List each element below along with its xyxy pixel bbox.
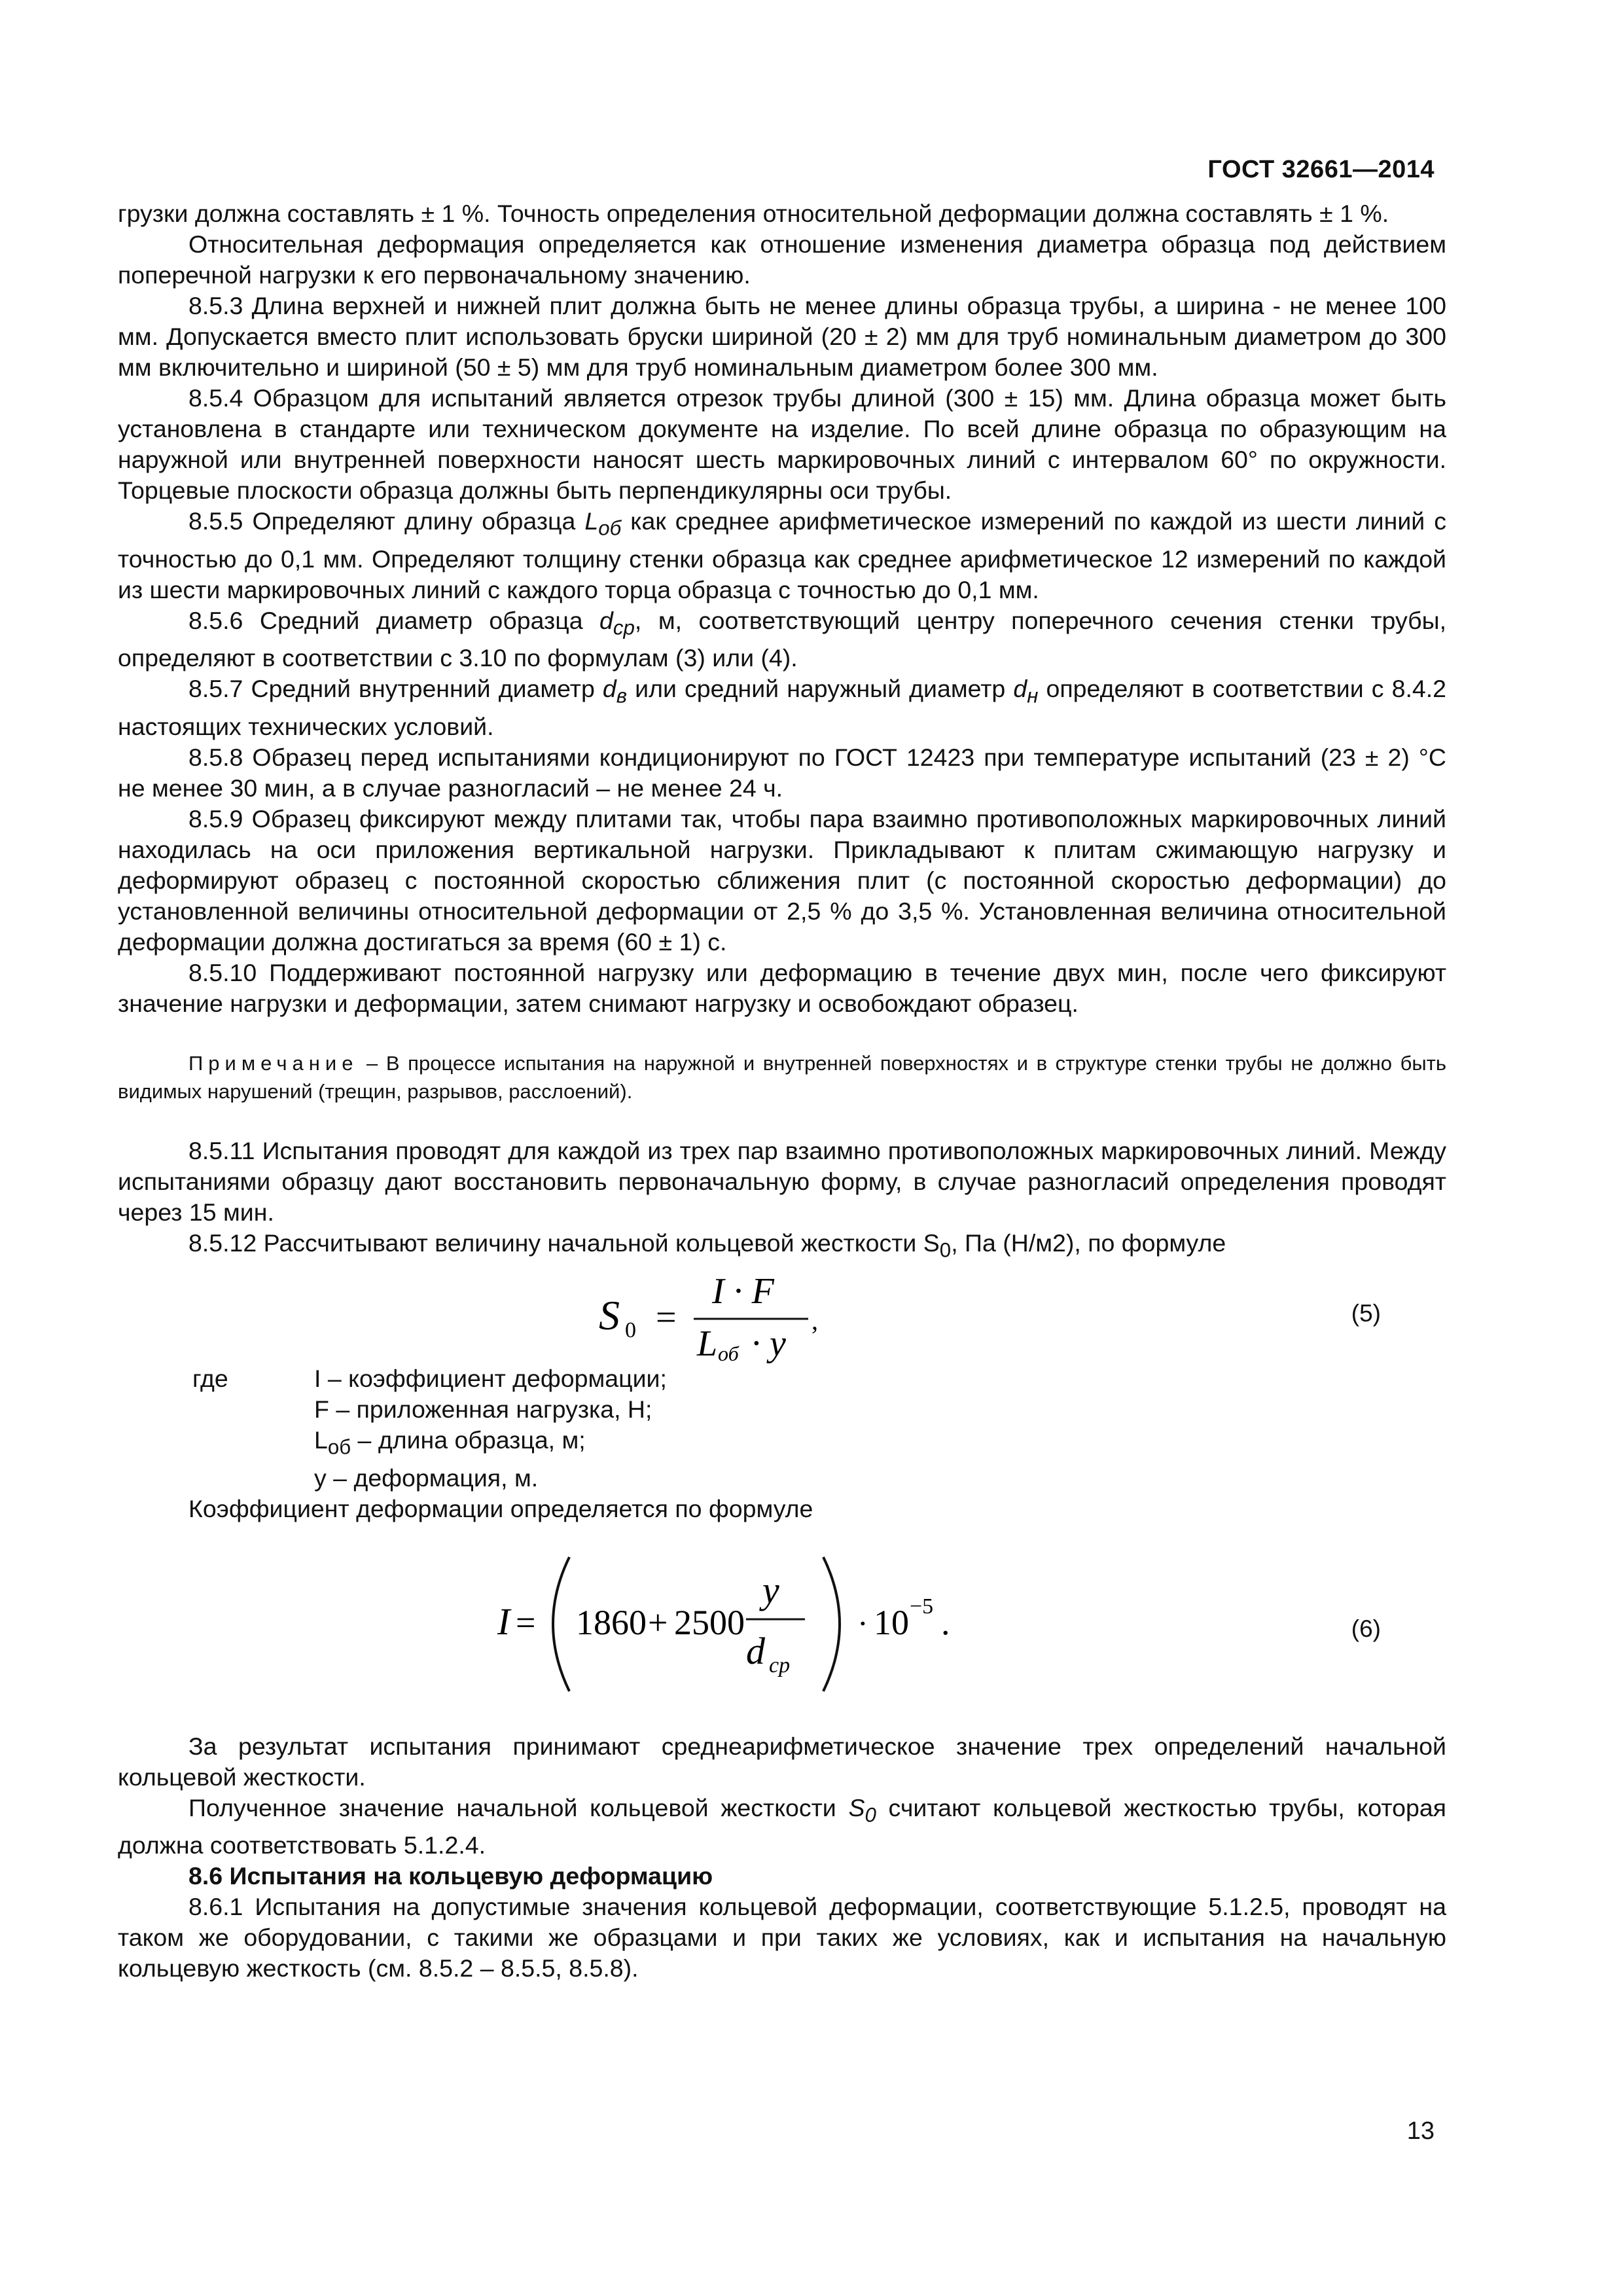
paragraph-8-5-4: 8.5.4 Образцом для испытаний является отрезок трубы длиной (300 ± 15) мм. Длина образца может быть установлена в стандарте или техническом документе на изделие. По всей длине образца по образующим на наружной или внутренней поверхности наносят шесть маркировочных линий с интервалом 60° по окружности. Торцевые плоскости образца должны быть перпендикулярны оси трубы. — [118, 384, 1446, 504]
formula-6 — [118, 1544, 1446, 1708]
where-label: где — [192, 1365, 228, 1392]
formula6-c1: 1860 — [576, 1602, 647, 1642]
where-item-y: y – деформация, м. — [314, 1463, 539, 1492]
formula-6-number: (6) — [1351, 1615, 1381, 1642]
paragraph-8-5-10: 8.5.10 Поддерживают постоянной нагрузку или деформацию в течение двух мин, после чего фиксируют значение нагрузки и деформации, затем снимают нагрузку и освобождают образец. — [118, 958, 1446, 1017]
paragraph-8-5-5: 8.5.5 Определяют длину образца $L_{об}$ как среднее арифметическое измерений по каждой из шести линий с точностью до 0,1 мм. Определяют толщину стенки образца как среднее арифметическое 12 измерений по каждой из шести маркировочных линий с каждого торца образца с точностью до 0,1 мм. — [118, 507, 1447, 603]
formula6-right-paren — [823, 1557, 840, 1691]
formula-5 — [118, 1265, 1446, 1363]
formula-5-svg — [118, 1265, 1446, 1363]
formula6-den-sub: ср — [769, 1653, 791, 1677]
formula6-equals: = — [516, 1602, 536, 1642]
formula6-den: d — [746, 1629, 765, 1672]
paragraph-8-5-11: 8.5.11 Испытания проводят для каждой из трех пар взаимно противоположных маркировочных линий. Между испытаниями образцу дают восстановить первоначальную форму, в случае разногласий определения проводят через 15 мин. — [118, 1136, 1446, 1226]
paragraph-relative-deformation: Относительная деформация определяется как отношение изменения диаметра образца под действием поперечной нагрузки к его первоначальному значению. — [118, 230, 1446, 289]
formula5-comma: , — [812, 1306, 818, 1335]
where-item-i: I – коэффициент деформации; — [314, 1365, 667, 1392]
formula-6-svg — [118, 1544, 1446, 1708]
section-heading-8-6: 8.6 Испытания на кольцевую деформацию — [188, 1862, 713, 1890]
paragraph-8-6-1: 8.6.1 Испытания на допустимые значения кольцевой деформации, соответствующие 5.1.2.5, проводят на таком же оборудовании, с такими же образцами и при таких же условиях, как и испытания на начальную кольцевую жесткость (см. 8.5.2 – 8.5.5, 8.5.8). — [118, 1893, 1446, 1982]
paragraph-8-5-9: 8.5.9 Образец фиксируют между плитами так, чтобы пара взаимно противоположных маркировочных линий находилась на оси приложения вертикальной нагрузки. Прикладывают к плитам сжимающую нагрузку и деформируют образец с постоянной скоростью сближения плит (с постоянной скоростью деформации) до установленной величины относительной деформации от 2,5 % до 3,5 %. Установленная величина относительной деформации должна достигаться за время (60 ± 1) с. — [118, 804, 1446, 956]
formula6-plus: + — [648, 1602, 668, 1642]
formula6-left-paren — [553, 1557, 569, 1691]
formula6-base: 10 — [874, 1602, 909, 1642]
where-item-l: $L_{об}$ – длина образца, м; — [314, 1426, 586, 1459]
formula5-numerator: I · F — [712, 1271, 774, 1312]
paragraph-8-5-3: 8.5.3 Длина верхней и нижней плит должна быть не менее длины образца трубы, а ширина - не менее 100 мм. Допускается вместо плит использовать бруски шириной (20 ± 2) мм для труб номинальным диаметром до 300 мм включительно и шириной (50 ± 5) мм для труб номинальным диаметром более 300 мм. — [118, 292, 1446, 381]
formula6-period: . — [941, 1602, 950, 1642]
formula6-lhs: I — [497, 1600, 510, 1643]
formula5-den-sub: об — [718, 1342, 739, 1363]
where-block — [118, 1363, 1446, 1494]
coefficient-intro: Коэффициент деформации определяется по формуле — [188, 1494, 813, 1522]
note-block — [118, 1049, 1446, 1105]
paragraph-8-5-8: 8.5.8 Образец перед испытаниями кондиционируют по ГОСТ 12423 при температуре испытаний (23 ± 2) °C не менее 30 мин, а в случае разногласий – не менее 24 ч. — [118, 743, 1446, 802]
paragraph-result: За результат испытания принимают среднеарифметическое значение трех определений начальной кольцевой жесткости. — [118, 1732, 1446, 1791]
where-item-f: F – приложенная нагрузка, Н; — [314, 1395, 652, 1423]
formula5-lhs-sub: 0 — [625, 1318, 636, 1342]
formula6-times: · — [857, 1604, 868, 1641]
formula5-den-rest: · y — [751, 1323, 786, 1363]
formula6-c2: 2500 — [674, 1602, 745, 1642]
page-number: 13 — [1406, 2117, 1435, 2145]
paragraph-continuation: грузки должна составлять ± 1 %. Точность определения относительной деформации должна составлять ± 1 %. — [118, 200, 1389, 227]
document-body — [118, 198, 1446, 1984]
formula-5-number: (5) — [1351, 1300, 1381, 1327]
paragraph-8-5-12: 8.5.12 Рассчитывают величину начальной кольцевой жесткости $S_0$, Па (Н/м2), по формуле — [188, 1229, 1226, 1261]
paragraph-obtained-value: Полученное значение начальной кольцевой жесткости $S_0$ считают кольцевой жесткостью трубы, которая должна соответствовать 5.1.2.4. — [118, 1793, 1446, 1859]
formula6-exp: −5 — [910, 1594, 934, 1619]
formula5-equals: = — [656, 1297, 677, 1338]
formula6-num: y — [762, 1568, 779, 1611]
paragraph-8-5-6: 8.5.6 Средний диаметр образца $d_{ср}$, м, соответствующий центру поперечного сечения стенки трубы, определяют в соответствии с 3.10 по формулам (3) или (4). — [118, 606, 1446, 672]
document-header-code: ГОСТ 32661—2014 — [1207, 156, 1435, 183]
paragraph-8-5-7: 8.5.7 Средний внутренний диаметр $d_в$ или средний наружный диаметр $d_н$ определяют в соответствии с 8.4.2 настоящих технических условий. — [118, 675, 1446, 740]
note-text: – В процессе испытания на наружной и внутренней поверхностях и в структуре стенки трубы не должно быть видимых нарушений (трещин, разрывов, расслоений). — [118, 1051, 1446, 1103]
formula5-den-var: L — [697, 1323, 718, 1363]
note-label: Примечание — [188, 1051, 359, 1075]
formula5-lhs: S — [599, 1292, 620, 1338]
